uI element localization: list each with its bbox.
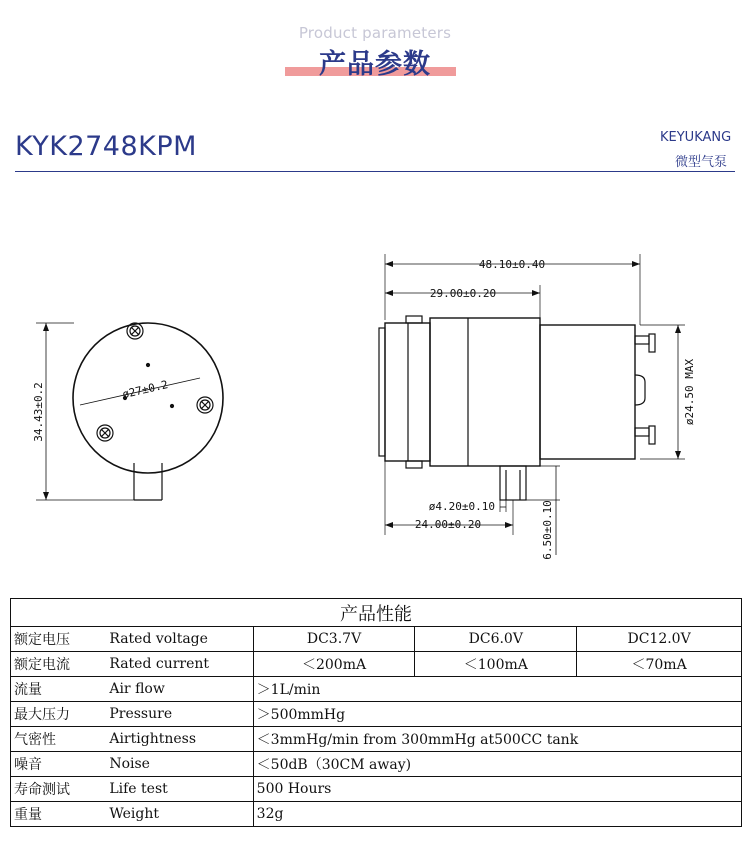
overall-length-label: 48.10±0.40 [478,258,546,271]
table-row [11,627,742,652]
spec-value: ＜50dB（30CM away) [253,752,741,777]
hole-spacing-label: ø27±0.2 [121,378,170,402]
front-view [36,323,223,500]
model-name: KYK2748KPM [15,131,197,162]
spec-en-label: Weight [105,802,253,827]
spec-en-label: Airtightness [105,727,253,752]
brand-divider [15,171,735,172]
spec-value: ＞1L/min [253,677,741,702]
spec-value: 32g [253,802,741,827]
spec-table [10,598,742,827]
table-row [11,777,742,802]
spec-en-label: Pressure [105,702,253,727]
spec-en-label: Rated current [105,652,253,677]
spec-cn-label: 最大压力 [11,702,106,727]
spec-cn-label: 额定电压 [11,627,106,652]
spec-value: ＜100mA [415,652,577,677]
brand-name: KEYUKANG [660,130,732,145]
spec-cn-label: 额定电流 [11,652,106,677]
table-row [11,802,742,827]
nozzle-length-label: 6.50±0.10 [541,500,554,560]
spec-en-label: Air flow [105,677,253,702]
spec-en-label: Rated voltage [105,627,253,652]
spec-value: DC6.0V [415,627,577,652]
spec-value: 500 Hours [253,777,741,802]
screw-icon [197,397,213,413]
spec-table-title: 产品性能 [11,599,742,627]
spec-cn-label: 流量 [11,677,106,702]
spec-value: DC12.0V [577,627,742,652]
spec-cn-label: 寿命测试 [11,777,106,802]
spec-value: ＜3mmHg/min from 300mmHg at500CC tank [253,727,741,752]
spec-en-label: Noise [105,752,253,777]
brand-subtitle: 微型气泵 [675,155,728,170]
spec-cn-label: 噪音 [11,752,106,777]
spec-cn-label: 重量 [11,802,106,827]
spec-value: ＜200mA [253,652,415,677]
nozzle-diameter-label: ø4.20±0.10 [428,500,495,513]
table-row [11,702,742,727]
spec-en-label: Life test [105,777,253,802]
table-row [11,752,742,777]
screw-icon [127,323,143,339]
header-subtitle: Product parameters [298,24,452,42]
spec-value: DC3.7V [253,627,415,652]
spec-cn-label: 气密性 [11,727,106,752]
table-row [11,652,742,677]
table-row [11,727,742,752]
max-diameter-label: ø24.50 MAX [683,358,696,426]
body-length-label: 29.00±0.20 [429,287,497,300]
technical-drawing [0,230,750,570]
nozzle-offset-label: 24.00±0.20 [414,518,482,531]
spec-value: ＜70mA [577,652,742,677]
screw-icon [97,425,113,441]
table-row [11,677,742,702]
spec-value: ＞500mmHg [253,702,741,727]
side-view [379,254,685,555]
spec-table-header [11,599,742,627]
header-title: 产品参数 [319,49,431,80]
side-dimension-label: 34.43±0.2 [32,382,45,442]
